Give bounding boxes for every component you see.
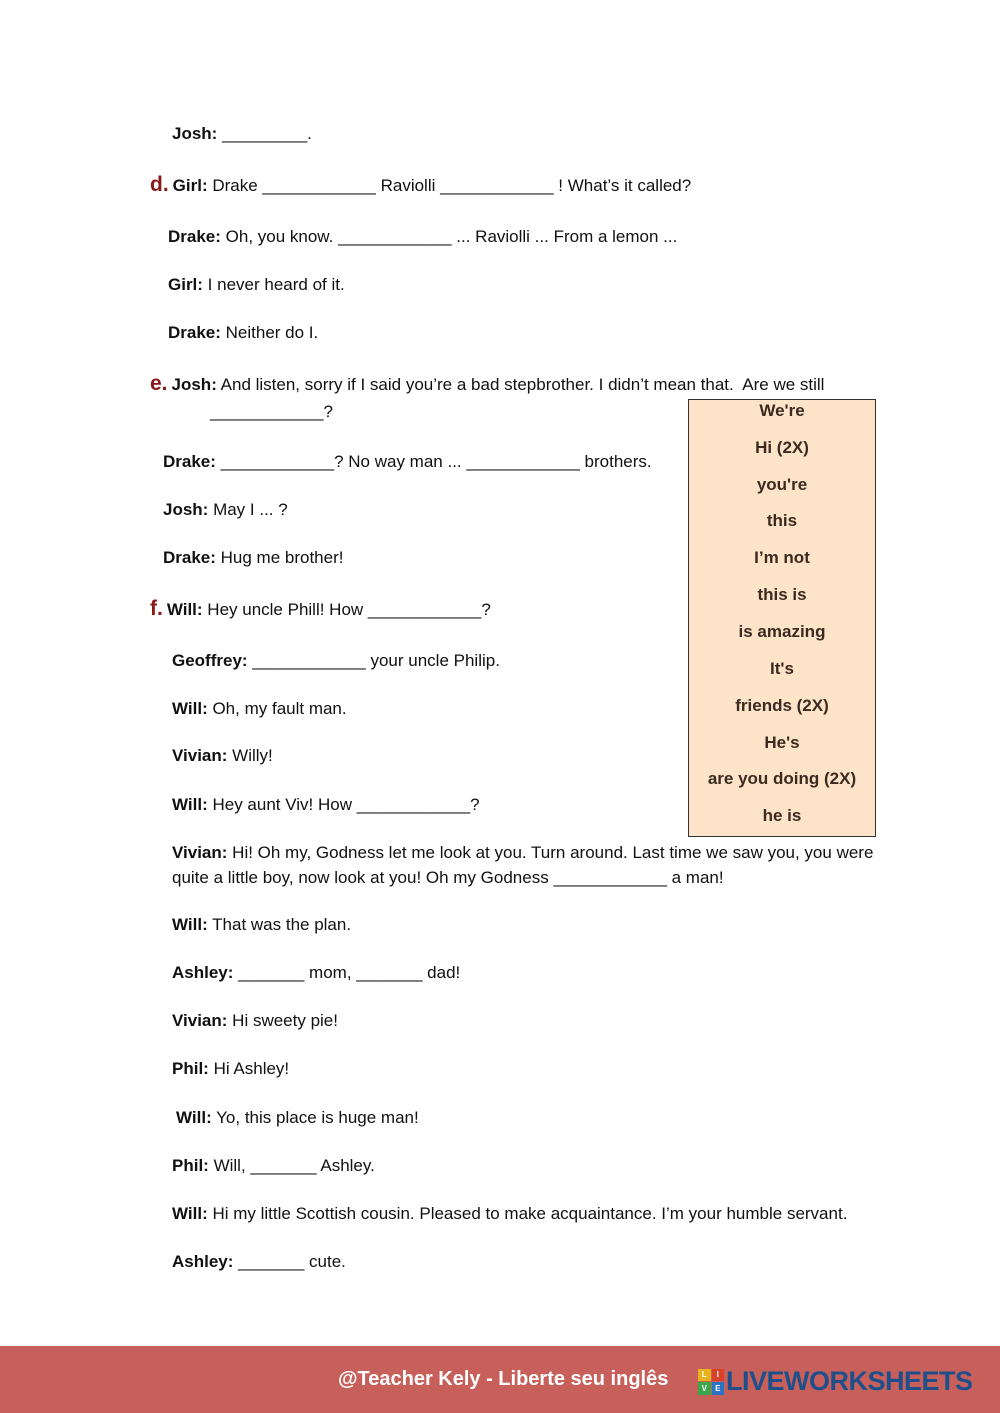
- footer-banner: [0, 1346, 1000, 1413]
- word-bank-box: [688, 399, 876, 837]
- word-bank-item: this: [766, 511, 798, 530]
- speaker-name: Vivian:: [172, 843, 228, 862]
- speaker-name: Girl:: [168, 275, 203, 294]
- dialogue-text: ____________ your uncle Philip.: [247, 651, 500, 670]
- speaker-name: Will:: [176, 1108, 212, 1127]
- dialogue-text: _______ mom, _______ dad!: [233, 963, 461, 982]
- speaker-name: Josh:: [172, 124, 218, 143]
- speaker-name: Josh:: [171, 375, 217, 394]
- dialogue-line: [168, 226, 677, 248]
- word-bank-item: is amazing: [738, 622, 826, 641]
- dialogue-line: [172, 1203, 847, 1225]
- speaker-name: Will:: [166, 600, 203, 619]
- speaker-name: Will:: [172, 1204, 208, 1223]
- speaker-name: Geoffrey:: [172, 651, 248, 670]
- speaker-name: Josh:: [163, 500, 209, 519]
- dialogue-text: Willy!: [227, 746, 273, 765]
- dialogue-line: [150, 174, 691, 197]
- dialogue-text: Oh, you know. ____________ ... Raviolli ... From a lemon ...: [220, 227, 678, 246]
- speaker-name: Drake:: [163, 452, 216, 471]
- dialogue-line: [172, 962, 460, 984]
- dialogue-text: Neither do I.: [220, 323, 319, 342]
- word-bank-item: he is: [762, 806, 802, 825]
- dialogue-line: [150, 373, 824, 396]
- dialogue-text: Drake ____________ Raviolli ____________ ! What’s it called?: [207, 176, 692, 195]
- dialogue-line: [172, 1251, 346, 1273]
- dialogue-line: [172, 867, 724, 889]
- word-bank-item: Hi (2X): [755, 438, 809, 457]
- dialogue-text: Oh, my fault man.: [207, 699, 347, 718]
- dialogue-text: Hey uncle Phill! How ____________?: [202, 600, 491, 619]
- word-bank-item: He's: [764, 733, 800, 752]
- dialogue-text: That was the plan.: [207, 915, 352, 934]
- dialogue-line: [172, 698, 347, 720]
- dialogue-line: [163, 499, 288, 521]
- word-bank-item: I’m not: [754, 548, 810, 567]
- section-letter: e.: [150, 372, 168, 395]
- dialogue-line: [172, 1010, 338, 1032]
- word-bank-item: It's: [770, 659, 794, 678]
- dialogue-text: ____________? No way man ... ____________ brothers.: [215, 452, 652, 471]
- speaker-name: Vivian:: [172, 1011, 228, 1030]
- dialogue-line: [172, 745, 273, 767]
- dialogue-text: Hug me brother!: [215, 548, 344, 567]
- section-letter: d.: [150, 173, 169, 196]
- speaker-name: Phil:: [172, 1156, 209, 1175]
- word-bank-item: this is: [757, 585, 807, 604]
- liveworksheets-logo-icon: L I V E: [698, 1369, 724, 1395]
- dialogue-line: [172, 1058, 289, 1080]
- word-bank-item: We're: [759, 401, 805, 420]
- dialogue-line: [163, 547, 343, 569]
- speaker-name: Drake:: [168, 323, 221, 342]
- speaker-name: Will:: [172, 699, 208, 718]
- word-bank-item: friends (2X): [735, 696, 829, 715]
- speaker-name: Ashley:: [172, 1252, 234, 1271]
- dialogue-text: May I ... ?: [208, 500, 288, 519]
- dialogue-line: [172, 794, 480, 816]
- liveworksheets-logo-link[interactable]: [698, 1366, 973, 1397]
- speaker-name: Will:: [172, 915, 208, 934]
- dialogue-line: [176, 1107, 419, 1129]
- dialogue-text: Hey aunt Viv! How ____________?: [207, 795, 480, 814]
- dialogue-line: [168, 274, 345, 296]
- word-bank-item: are you doing (2X): [707, 769, 857, 788]
- dialogue-text: ____________?: [210, 402, 333, 421]
- dialogue-line: [210, 401, 333, 423]
- dialogue-line: [168, 322, 318, 344]
- speaker-name: Drake:: [168, 227, 221, 246]
- footer-credit: @Teacher Kely - Liberte seu inglês: [338, 1368, 669, 1390]
- speaker-name: Vivian:: [172, 746, 228, 765]
- dialogue-text: _________.: [217, 124, 312, 143]
- dialogue-text: Hi! Oh my, Godness let me look at you. Turn around. Last time we saw you, you were: [227, 843, 874, 862]
- dialogue-text: Hi my little Scottish cousin. Pleased to make acquaintance. I’m your humble servant.: [207, 1204, 848, 1223]
- word-bank-item: you're: [756, 475, 808, 494]
- dialogue-line: [172, 914, 351, 936]
- dialogue-text: I never heard of it.: [202, 275, 345, 294]
- liveworksheets-brand-text: LIVEWORKSHEETS: [726, 1366, 973, 1396]
- dialogue-line: [163, 451, 652, 473]
- speaker-name: Phil:: [172, 1059, 209, 1078]
- dialogue-line: [150, 598, 491, 621]
- dialogue-text: _______ cute.: [233, 1252, 346, 1271]
- dialogue-text: Hi sweety pie!: [227, 1011, 338, 1030]
- dialogue-text: quite a little boy, now look at you! Oh my Godness ____________ a man!: [172, 868, 724, 887]
- speaker-name: Ashley:: [172, 963, 234, 982]
- dialogue-line: [172, 842, 873, 864]
- dialogue-line: [172, 650, 500, 672]
- dialogue-text: And listen, sorry if I said you’re a bad stepbrother. I didn’t mean that. Are we still: [216, 375, 825, 394]
- dialogue-text: Yo, this place is huge man!: [211, 1108, 419, 1127]
- section-letter: f.: [150, 597, 163, 620]
- dialogue-text: Hi Ashley!: [208, 1059, 290, 1078]
- dialogue-text: Will, _______ Ashley.: [208, 1156, 375, 1175]
- speaker-name: Will:: [172, 795, 208, 814]
- dialogue-line: [172, 123, 312, 145]
- speaker-name: Drake:: [163, 548, 216, 567]
- speaker-name: Girl:: [172, 176, 208, 195]
- dialogue-line: [172, 1155, 375, 1177]
